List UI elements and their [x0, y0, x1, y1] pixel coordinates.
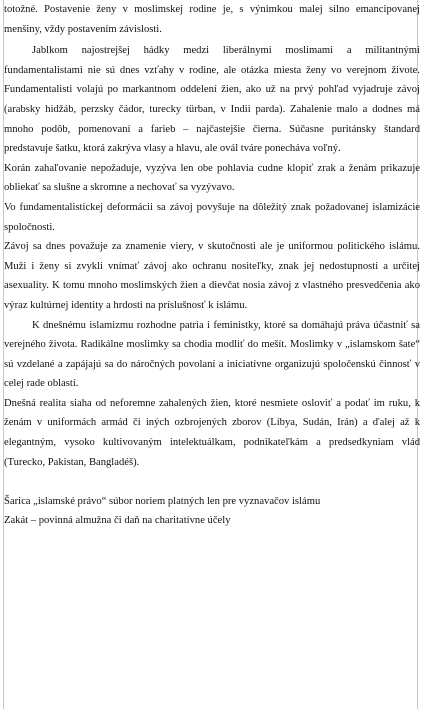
paragraph: Korán zahaľovanie nepožaduje, vyzýva len obe pohlavia cudne klopiť zrak a ženám prikazuje obliekať sa slušne a skromne a nechovať sa vyzývavo.: [4, 162, 420, 194]
blank-line: [4, 472, 420, 492]
paragraph: totožné. Postavenie ženy v moslimskej rodine je, s výnimkou malej silno emancipovanej menšiny, vždy postavením závislosti.: [4, 4, 420, 35]
paragraph: Dnešná realita siaha od neforemne zahalených žien, ktoré nesmiete osloviť a podať im ruku, k ženám v uniformách armád či iných ozbrojených zborov (Líbya, Sudán, Irán) a ďalej až k elegantným, vysoko kultivovaným intelektuálkam, podnikateľkám a predsedkyniam vlád (Turecko, Pakistan, Bangladéš).: [4, 397, 420, 468]
paragraph: Jablkom najostrejšej hádky medzi liberálnymi moslimami a militantnými fundamentalistami nie sú dnes vzťahy v rodine, ale otázka miesta ženy vo verejnom živote. Fundamentalisti volajú po markantnom oddelení žien, ako už na prvý pohľad vyjadruje závoj (arabsky hidžáb, perzsky čádor, turecky türban, v Indii parda). Zahalenie malo a dodnes má mnoho podôb, pomenovaní a farieb – najčastejšie čierna. Súčasne puritánsky štandard predstavuje šatku, ktorá zakrýva vlasy a hlavu, ale ovál tváre ponecháva voľný.: [4, 45, 420, 155]
glossary-entry: Zakát – povinná almužna či daň na charitatívne účely: [4, 515, 231, 527]
document-body[interactable]: [4, 0, 420, 531]
glossary-entry: Šarica „islamské právo“ súbor noriem platných len pre vyznavačov islámu: [4, 495, 321, 507]
paragraph: K dnešnému islamizmu rozhodne patria i feministky, ktoré sa domáhajú práva účastniť sa verejného života. Radikálne moslimky sa chodia modliť do mešít. Moslimky v „islamskom šate“ sú vzdelané a zapájajú sa do náročných povolaní a iniciatívne organizujú spoločenskú činnosť v celej rade oblastí.: [4, 319, 420, 390]
paragraph: Vo fundamentalistickej deformácii sa závoj povyšuje na dôležitý znak požadovanej islamizácie spoločnosti.: [4, 201, 420, 233]
paragraph: Závoj sa dnes považuje za znamenie viery, v skutočnosti ale je uniformou politického islámu. Muži i ženy si zvykli vnímať závoj ako ochranu nositeľky, znak jej nedostupnosti a určitej asexuality. K tomu mnoho moslimských žien a dievčat nosia závoj z vlastného presvedčenia ako výraz kultúrnej identity a hrdosti na príslušnosť k islámu.: [4, 241, 420, 311]
